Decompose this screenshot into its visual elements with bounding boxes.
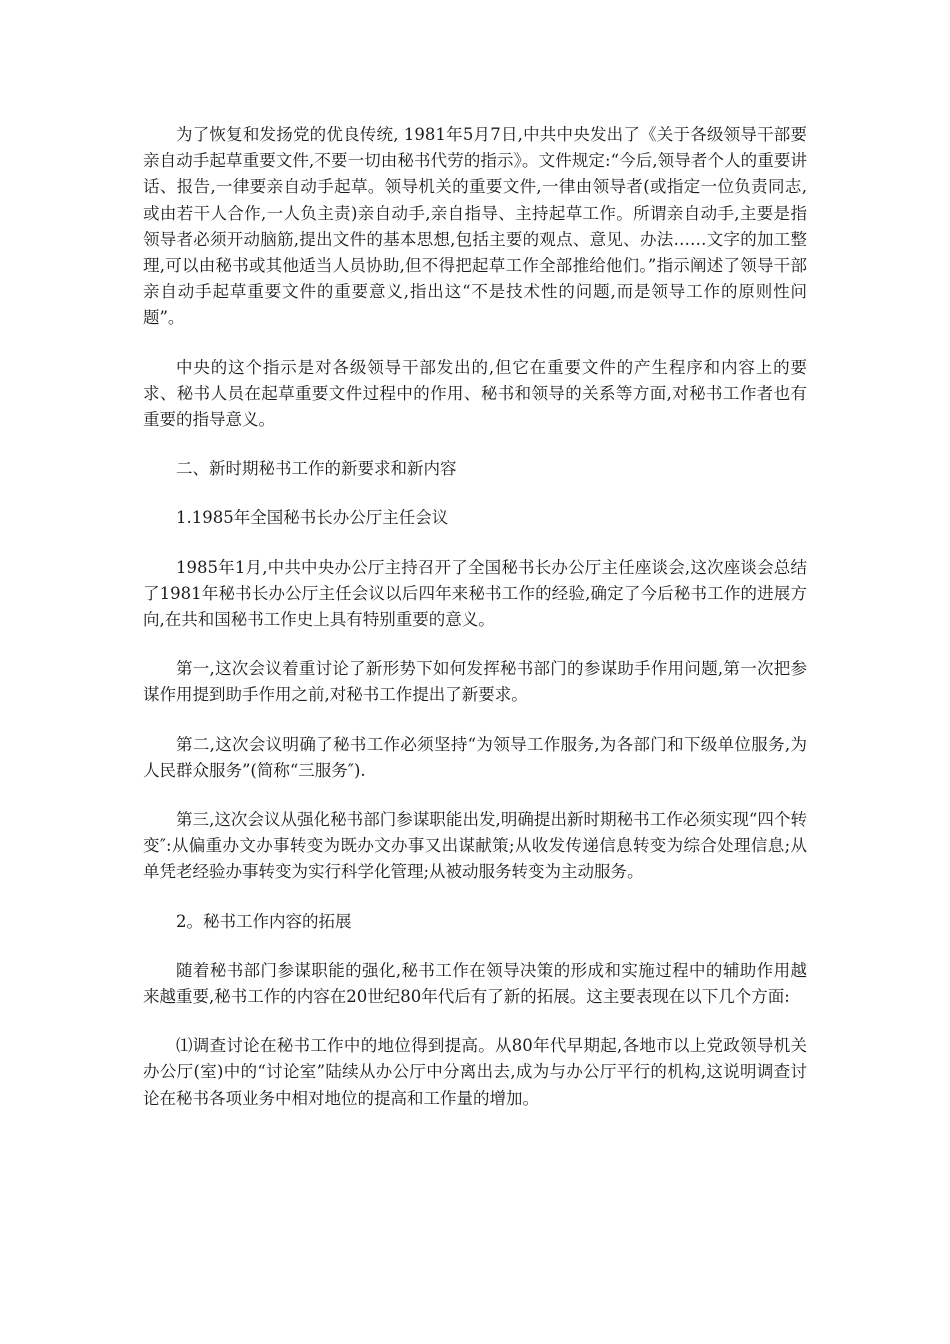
subheading-1985-conference: 1.1985年全国秘书长办公厅主任会议 <box>176 508 449 528</box>
paragraph-research-status: ⑴调查讨论在秘书工作中的地位得到提高。从80年代早期起,各地市以上党政领导机关办公厅(室)中的“讨论室”陆续从办公厅中分离出去,成为与办公厅平行的机构,这说明调查讨论在秘书各项业务中相对地位的提高和工作量的增加。 <box>143 1036 807 1108</box>
paragraph-expansion-intro: 随着秘书部门参谋职能的强化,秘书工作在领导决策的形成和实施过程中的辅助作用越来越重要,秘书工作的内容在20世纪80年代后有了新的拓展。这主要表现在以下几个方面: <box>143 960 807 1007</box>
paragraph-first-point: 第一,这次会议着重讨论了新形势下如何发挥秘书部门的参谋助手作用问题,第一次把参谋作用提到助手作用之前,对秘书工作提出了新要求。 <box>143 659 807 705</box>
section-heading-new-era: 二、新时期秘书工作的新要求和新内容 <box>176 459 457 479</box>
subheading-content-expansion: 2。秘书工作内容的拓展 <box>176 911 352 931</box>
paragraph-directive-significance: 中央的这个指示是对各级领导干部发出的,但它在重要文件的产生程序和内容上的要求、秘书人员在起草重要文件过程中的作用、秘书和领导的关系等方面,对秘书工作者也有重要的指导意义。 <box>143 357 807 430</box>
paragraph-second-point: 第二,这次会议明确了秘书工作必须坚持“为领导工作服务,为各部门和下级单位服务,为人民群众服务”(简称“三服务″). <box>143 734 807 780</box>
paragraph-1985-conference: 1985年1月,中共中央办公厅主持召开了全国秘书长办公厅主任座谈会,这次座谈会总结了1981年秘书长办公厅主任会议以后四年来秘书工作的经验,确定了今后秘书工作的进展方向,在共和国秘书工作史上具有特别重要的意义。 <box>143 557 807 630</box>
paragraph-third-point: 第三,这次会议从强化秘书部门参谋职能出发,明确提出新时期秘书工作必须实现“四个转变″:从偏重办文办事转变为既办文办事又出谋献策;从收发传递信息转变为综合处理信息;从单凭老经验办事转变为实行科学化管理;从被动服务转变为主动服务。 <box>143 810 807 882</box>
document-body <box>143 122 807 1135</box>
paragraph-1981-directive: 为了恢复和发扬党的优良传统, 1981年5月7日,中共中央发出了《关于各级领导干部要亲自动手起草重要文件,不要一切由秘书代劳的指示》。文件规定:“今后,领导者个人的重要讲话、报告,一律要亲自动手起草。领导机关的重要文件,一律由领导者(或指定一位负责同志,或由若干人合作,一人负主责)亲自动手,亲自指导、主持起草工作。所谓亲自动手,主要是指领导者必须开动脑筋,提出文件的基本思想,包括主要的观点、意见、办法……文字的加工整理,可以由秘书或其他适当人员协助,但不得把起草工作全部推给他们。”指示阐述了领导干部亲自动手起草重要文件的重要意义,指出这“不是技术性的问题,而是领导工作的原则性问题”。 <box>143 125 807 328</box>
